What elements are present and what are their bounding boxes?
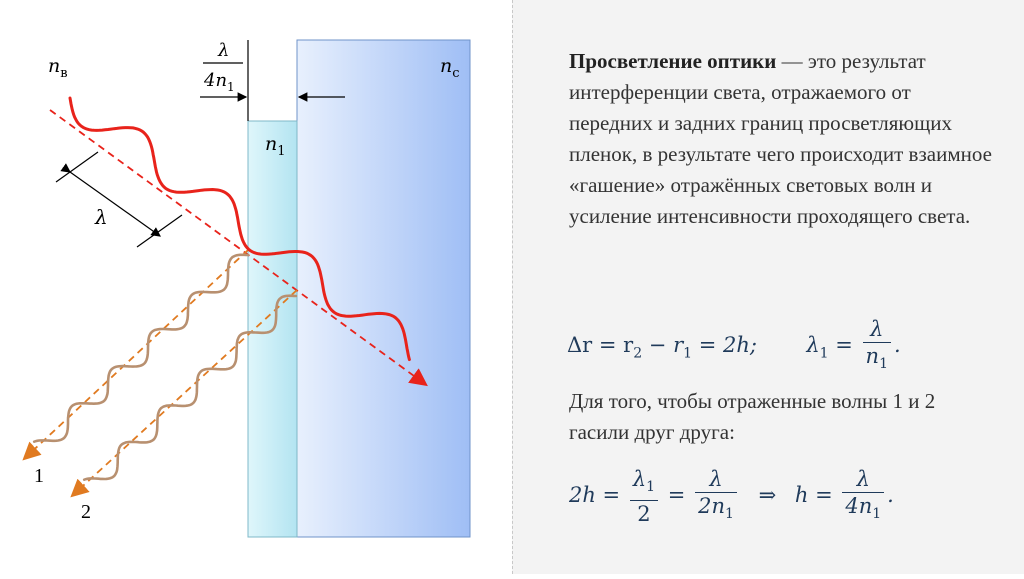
reflected-ray-1-axis <box>25 250 248 458</box>
lambda-label: λ <box>95 205 108 229</box>
quarter-denominator: $4n_1$ <box>204 70 235 94</box>
film-index-label: $n_1$ <box>265 133 286 159</box>
condition-paragraph: Для того, чтобы отраженные волны 1 и 2 гасили друг друга: <box>569 389 936 444</box>
quarter-numerator: λ <box>218 40 230 61</box>
interference-diagram <box>0 0 512 574</box>
air-index-label: $n_в$ <box>48 55 68 81</box>
text-panel <box>512 0 1024 574</box>
formula-thickness: 2h = $\frac{\lambda_1}{2}$ = $\frac{\lambda}{2n_1}$ ⇒ h = $\frac{\lambda}{4n_1}$ . <box>569 467 894 527</box>
reflected-wave-1 <box>34 255 248 442</box>
glass-index-label: $n_с$ <box>440 55 460 81</box>
formula-path-difference: $\Delta r = r_2 - r_1 = 2h$; $\lambda_1$ = $\frac{\lambda}{n_1}$ . <box>567 317 901 373</box>
definition-title: Просветление оптики <box>569 49 777 73</box>
definition-body: — это результат интерференции света, отражаемого от передних и задних границ просветляющих пленок, в результате чего происходит взаимное «гашение» отражённых световых волн и усиление интенсивности проходящего света. <box>569 49 992 228</box>
lambda-tick-2 <box>137 215 182 247</box>
definition-paragraph <box>569 46 999 232</box>
ray-2-label: 2 <box>81 501 91 523</box>
ray-1-label: 1 <box>34 465 44 487</box>
